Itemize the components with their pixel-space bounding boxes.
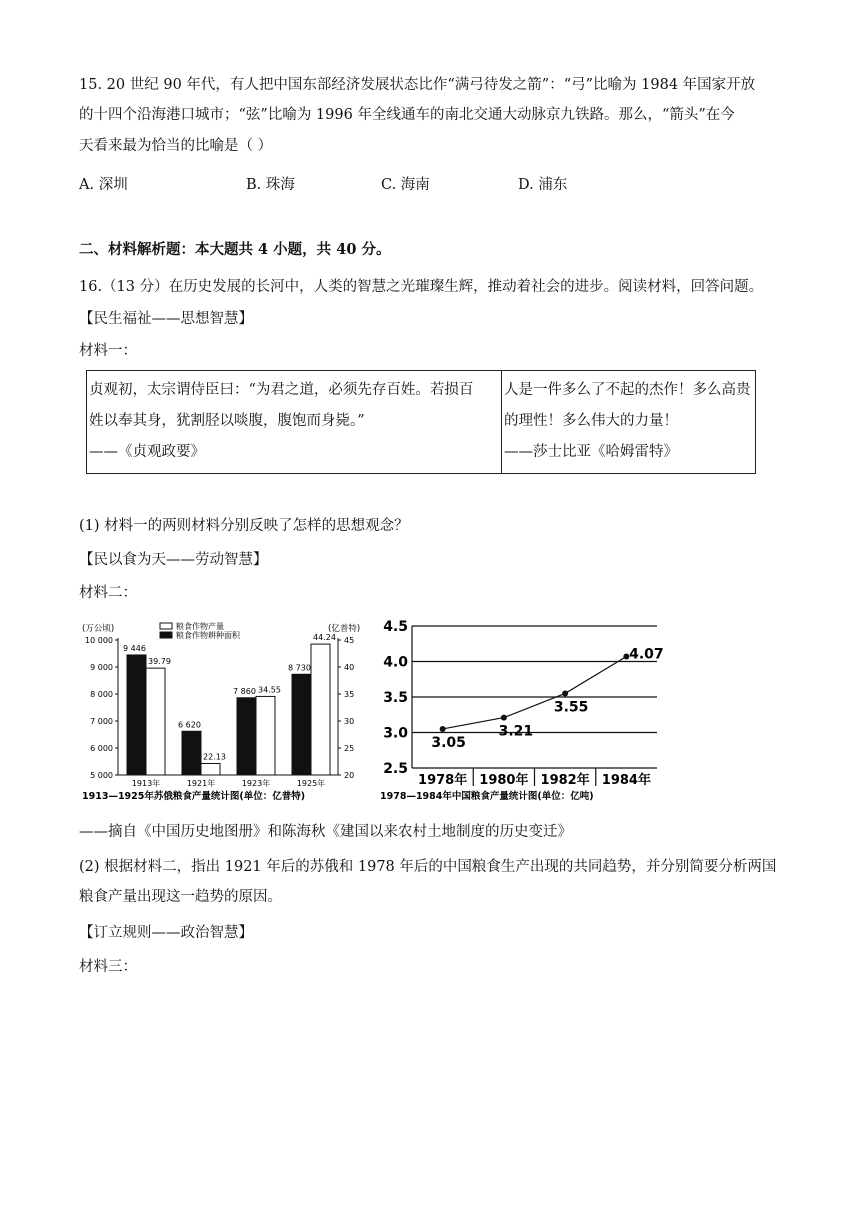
bar-output xyxy=(256,696,275,775)
bar-value-label: 22.13 xyxy=(203,752,226,762)
left-tick-label: 5 000 xyxy=(90,771,113,780)
y-tick-label: 2.5 xyxy=(383,761,408,777)
y-tick-label: 3.5 xyxy=(383,690,408,706)
legend-swatch-area xyxy=(160,632,172,638)
option-d: D. 浦东 xyxy=(518,177,568,193)
right-tick-label: 25 xyxy=(344,744,355,753)
left-tick-label: 9 000 xyxy=(90,663,113,672)
mat1-left-line-1: 贞观初，太宗谓侍臣曰：“为君之道，必须先存百姓。若损百 xyxy=(89,382,474,398)
bar-output xyxy=(311,644,330,775)
y-tick-label: 4.5 xyxy=(383,619,408,635)
q16-intro: 16.（13 分）在历史发展的长河中，人类的智慧之光璀璨生辉，推动着社会的进步。阅读材料，回答问题。 xyxy=(79,279,764,295)
bar-area xyxy=(182,731,201,775)
right-tick-label: 35 xyxy=(344,690,355,699)
option-c: C. 海南 xyxy=(381,177,430,193)
data-label: 3.05 xyxy=(431,734,466,751)
data-point xyxy=(440,726,446,732)
right-tick-label: 40 xyxy=(344,663,355,672)
data-label: 3.21 xyxy=(498,723,534,740)
bar-area xyxy=(127,655,146,775)
material-3-label: 材料三： xyxy=(79,959,137,975)
y-tick-label: 4.0 xyxy=(383,654,408,671)
legend-swatch-output xyxy=(160,623,172,629)
material-1-label: 材料一： xyxy=(79,343,137,359)
option-a: A. 深圳 xyxy=(79,177,128,193)
q15-line-3: 天看来最为恰当的比喻是（ ） xyxy=(79,138,273,154)
mat1-left-line-2: 姓以奉其身，犹割胫以啖腹，腹饱而身毙。” xyxy=(89,413,365,429)
bar-value-label: 7 860 xyxy=(233,686,256,696)
bar-value-label: 6 620 xyxy=(178,720,201,730)
bar-output xyxy=(146,668,165,775)
y-tick-label: 3.0 xyxy=(383,725,408,742)
chart-title-soviet: 1913—1925年苏俄粮食产量统计图(单位：亿普特) xyxy=(82,791,306,802)
question-1: (1) 材料一的两则材料分别反映了怎样的思想观念？ xyxy=(79,518,409,534)
bar-area xyxy=(237,698,256,775)
data-label: 3.55 xyxy=(553,699,589,716)
legend-label-area: 粮食作物耕种面积 xyxy=(176,631,240,640)
bar-value-label: 34.55 xyxy=(258,685,281,695)
x-tick-label: 1980年 xyxy=(479,773,529,788)
bar-area xyxy=(292,674,311,775)
mat1-right-line-1: 人是一件多么了不起的杰作！多么高贵 xyxy=(504,382,751,398)
bar-output xyxy=(201,763,220,775)
series-line xyxy=(443,657,627,729)
right-tick-label: 45 xyxy=(344,636,355,645)
material-1-right-cell xyxy=(502,371,756,474)
legend xyxy=(160,621,241,640)
x-tick-label: 1984年 xyxy=(601,773,651,788)
left-tick-label: 10 000 xyxy=(85,636,113,645)
bar-category-label: 1921年 xyxy=(186,779,216,788)
right-tick-label: 20 xyxy=(344,771,355,780)
data-point xyxy=(562,690,568,696)
legend-label-output: 粮食作物产量 xyxy=(176,622,224,631)
right-axis-unit: (亿普特) xyxy=(328,624,361,634)
x-tick-label: 1982年 xyxy=(540,773,590,788)
bar-category-label: 1923年 xyxy=(241,779,271,788)
part2-heading: 【民以食为天——劳动智慧】 xyxy=(79,552,268,568)
bar-value-label: 9 446 xyxy=(123,643,146,653)
option-b: B. 珠海 xyxy=(246,177,295,193)
mat1-right-line-2: 的理性！多么伟大的力量！ xyxy=(504,413,678,429)
question-2-line-2: 粮食产量出现这一趋势的原因。 xyxy=(79,889,282,905)
chart-title-china: 1978—1984年中国粮食产量统计图(单位：亿吨) xyxy=(380,791,594,802)
right-tick-label: 30 xyxy=(344,717,355,726)
bar-category-label: 1913年 xyxy=(131,779,161,788)
material-2-source: ——摘自《中国历史地图册》和陈海秋《建国以来农村土地制度的历史变迁》 xyxy=(79,824,572,840)
material-1-left-cell xyxy=(87,371,502,474)
left-tick-label: 6 000 xyxy=(90,744,113,753)
part1-heading: 【民生福祉——思想智慧】 xyxy=(79,311,253,327)
mat1-right-source: ——莎士比亚《哈姆雷特》 xyxy=(504,444,678,460)
x-tick-label: 1978年 xyxy=(418,773,468,788)
part3-heading: 【订立规则——政治智慧】 xyxy=(79,925,253,941)
left-axis-unit: (万公顷) xyxy=(82,624,115,634)
q15-line-1: 15. 20 世纪 90 年代，有人把中国东部经济发展状态比作“满弓待发之箭”：“弓”比喻为 1984 年国家开放 xyxy=(79,77,756,93)
material-1-table xyxy=(86,370,756,474)
soviet-grain-bar-chart xyxy=(80,616,380,804)
china-grain-line-chart xyxy=(380,616,680,804)
q15-line-2: 的十四个沿海港口城市；“弦”比喻为 1996 年全线通车的南北交通大动脉京九铁路。那么，“箭头”在今 xyxy=(79,107,735,123)
bar-value-label: 44.24 xyxy=(313,633,336,643)
left-tick-label: 8 000 xyxy=(90,690,113,699)
mat1-left-source: ——《贞观政要》 xyxy=(89,444,205,460)
bar-value-label: 8 730 xyxy=(288,663,311,673)
bar-value-label: 39.79 xyxy=(148,657,171,667)
question-2-line-1: (2) 根据材料二，指出 1921 年后的苏俄和 1978 年后的中国粮食生产出现的共同趋势，并分别简要分析两国 xyxy=(79,859,777,875)
section-2-heading: 二、材料解析题：本大题共 4 小题，共 40 分。 xyxy=(79,241,391,258)
bar-category-label: 1925年 xyxy=(296,779,326,788)
data-point xyxy=(501,715,507,721)
material-2-label: 材料二： xyxy=(79,585,137,601)
left-tick-label: 7 000 xyxy=(90,717,113,726)
data-label: 4.07 xyxy=(629,646,664,663)
